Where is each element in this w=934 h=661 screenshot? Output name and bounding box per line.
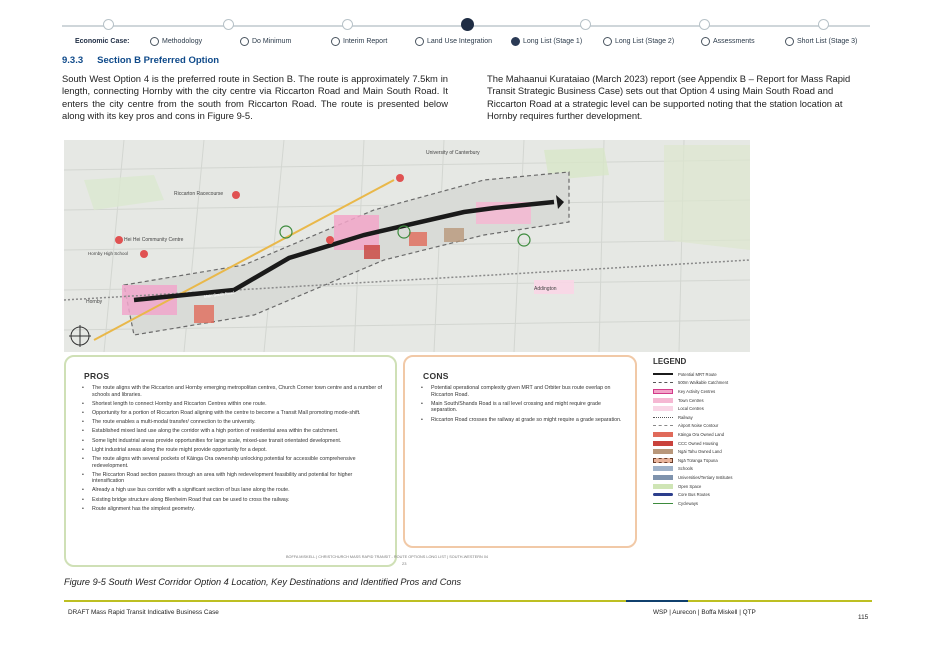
progress-step-dot bbox=[818, 19, 829, 30]
legend-item bbox=[653, 370, 753, 379]
progress-step-dot bbox=[461, 18, 474, 31]
nav-option[interactable] bbox=[415, 37, 492, 46]
bullet-item: • Main South/Shands Road is a rail level crossing and might require grade separation. bbox=[419, 401, 625, 414]
nav-option-label: Long List (Stage 2) bbox=[615, 38, 675, 45]
legend-label: Kāinga Ora Owned Land bbox=[678, 431, 725, 437]
paragraph-left: South West Option 4 is the preferred route in Section B. The route is approximately 7.5km in length, connecting Hornby with the city centre via Riccarton Road and Main South Road. It enters the city centre from the south from Riccarton Road. The route is presented below along with its key pros and cons in Figure 9-5. bbox=[62, 73, 448, 122]
legend-item bbox=[653, 465, 753, 474]
legend-label: Railway bbox=[678, 414, 693, 420]
legend-swatch bbox=[653, 406, 673, 411]
legend-item bbox=[653, 404, 753, 413]
legend-item bbox=[653, 430, 753, 439]
section-title: Section B Preferred Option bbox=[97, 55, 220, 66]
legend-item bbox=[653, 473, 753, 482]
radio-icon bbox=[603, 37, 612, 46]
legend-item bbox=[653, 456, 753, 465]
legend-swatch bbox=[653, 389, 673, 394]
legend-swatch bbox=[653, 449, 673, 454]
page-number: 115 bbox=[858, 614, 869, 621]
legend-item bbox=[653, 396, 753, 405]
legend-swatch bbox=[653, 466, 673, 471]
legend-label: Key Activity Centres bbox=[678, 388, 716, 394]
radio-icon bbox=[785, 37, 794, 46]
radio-icon bbox=[150, 37, 159, 46]
pin-icon bbox=[140, 250, 148, 258]
legend-item bbox=[653, 439, 753, 448]
bullet-item: • The route enables a multi-modal transfer/ connection to the university. bbox=[80, 419, 385, 426]
legend-item bbox=[653, 422, 753, 431]
footer-rule bbox=[64, 600, 872, 602]
nav-option-label: Do Minimum bbox=[252, 38, 292, 45]
nav-option[interactable] bbox=[331, 37, 387, 46]
pros-list bbox=[80, 385, 385, 515]
legend-swatch bbox=[653, 398, 673, 403]
legend-label: Ngāi Tahu Owned Land bbox=[678, 449, 722, 455]
label-road: Main South Road bbox=[203, 289, 235, 299]
legend-label: Town Centres bbox=[678, 397, 704, 403]
legend-label: CCC Owned Housing bbox=[678, 440, 719, 446]
bullet-item: • Already a high use bus corridor with a significant section of bus lane along the route. bbox=[80, 487, 385, 494]
bullet-item: • Shortest length to connect Hornby and Riccarton Centres within one route. bbox=[80, 401, 385, 408]
legend-label: Schools bbox=[678, 466, 693, 472]
legend-swatch bbox=[653, 484, 673, 489]
figure-source-note: BOFFA MISKELL | CHRISTCHURCH MASS RAPID TRANSIT - ROUTE OPTIONS LONG LIST | SOUTH-WESTERN 04 bbox=[286, 555, 489, 559]
radio-icon bbox=[331, 37, 340, 46]
legend-item bbox=[653, 482, 753, 491]
route-map bbox=[64, 140, 750, 352]
figure-caption: Figure 9-5 South West Corridor Option 4 Location, Key Destinations and Identified Pros and Cons bbox=[64, 577, 462, 587]
progress-step-dot bbox=[699, 19, 710, 30]
legend-label: Airport Noise Contour bbox=[678, 423, 719, 429]
cons-title: CONS bbox=[423, 371, 449, 381]
legend-swatch bbox=[653, 417, 673, 418]
pin-icon bbox=[115, 236, 123, 244]
progress-step-dot bbox=[223, 19, 234, 30]
label-racecourse: Riccarton Racecourse bbox=[174, 191, 224, 197]
paragraph-right: The Mahaanui Kurataiao (March 2023) report (see Appendix B – Report for Mass Rapid Transit Strategic Business Case) sets out that Option 4 using Main South Road and Riccarton Road at a strategic level can be supported noting that the station location at Hornby requires further development. bbox=[487, 73, 851, 122]
nav-label: Economic Case: bbox=[75, 38, 130, 45]
nav-option-label: Land Use Integration bbox=[427, 38, 492, 45]
nav-option[interactable] bbox=[785, 37, 857, 46]
nav-option-label: Methodology bbox=[162, 38, 203, 45]
legend-label: Local Centres bbox=[678, 406, 704, 412]
nav-option[interactable] bbox=[603, 37, 674, 46]
legend-item bbox=[653, 499, 753, 508]
legend-label: Ngā Tūranga Tūpuna bbox=[678, 457, 718, 463]
pin-icon bbox=[396, 174, 404, 182]
nav-option-label: Interim Report bbox=[343, 38, 388, 45]
label-high-school: Hornby High School bbox=[88, 251, 129, 256]
progress-step-dot bbox=[342, 19, 353, 30]
cons-panel bbox=[403, 355, 637, 548]
legend-swatch bbox=[653, 373, 673, 375]
bullet-item: • The Riccarton Road section passes through an area with high redevelopment feasibility and potential for higher intensification bbox=[80, 472, 385, 485]
legend-swatch bbox=[653, 493, 673, 496]
radio-icon bbox=[240, 37, 249, 46]
legend-item bbox=[653, 447, 753, 456]
legend-item bbox=[653, 490, 753, 499]
footer-rule-accent bbox=[626, 600, 688, 602]
footer-authors: WSP | Aurecon | Boffa Miskell | QTP bbox=[653, 609, 756, 616]
label-community: Hei Hei Community Centre bbox=[124, 237, 184, 243]
legend-item bbox=[653, 413, 753, 422]
radio-icon bbox=[415, 37, 424, 46]
pros-title: PROS bbox=[84, 371, 110, 381]
label-addington: Addington bbox=[534, 286, 557, 292]
bullet-item: • The route aligns with the Riccarton and Hornby emerging metropolitan centres, Church Corner town centre and a number of schools and libraries. bbox=[80, 385, 385, 398]
cons-list bbox=[419, 385, 625, 426]
footer-document-title: DRAFT Mass Rapid Transit Indicative Business Case bbox=[68, 609, 219, 616]
radio-icon bbox=[701, 37, 710, 46]
nav-option-label: Short List (Stage 3) bbox=[797, 38, 858, 45]
bullet-item: • The route aligns with several pockets of Kāinga Ora ownership unlocking potential for accessible comprehensive redevelopment. bbox=[80, 456, 385, 469]
bullet-item: • Some light industrial areas provide opportunities for large scale, mixed-use transit orientated development. bbox=[80, 438, 385, 445]
legend-label: Potential MRT Route bbox=[678, 371, 717, 377]
progress-step-dot bbox=[580, 19, 591, 30]
legend-item bbox=[653, 387, 753, 396]
legend-title: LEGEND bbox=[653, 357, 687, 366]
legend-swatch bbox=[653, 475, 673, 480]
map-legend bbox=[653, 357, 753, 547]
legend-swatch bbox=[653, 458, 673, 463]
section-number: 9.3.3 bbox=[62, 55, 84, 66]
bullet-item: • Light industrial areas along the route might provide opportunity for a depot. bbox=[80, 447, 385, 454]
progress-step-dot bbox=[103, 19, 114, 30]
pin-icon bbox=[326, 236, 334, 244]
bullet-item: • Potential operational complexity given MRT and Orbiter bus route overlap on Riccarton Road. bbox=[419, 385, 625, 398]
map-graphic bbox=[64, 140, 750, 352]
legend-label: Open Space bbox=[678, 483, 702, 489]
radio-icon bbox=[511, 37, 520, 46]
legend-swatch bbox=[653, 382, 673, 383]
label-hornby: Hornby bbox=[86, 299, 103, 305]
legend-swatch bbox=[653, 425, 673, 426]
park-area bbox=[664, 145, 750, 250]
legend-swatch bbox=[653, 432, 673, 437]
bullet-item: • Riccarton Road crosses the railway at grade so might require a grade separation. bbox=[419, 417, 625, 424]
bullet-item: • Existing bridge structure along Blenheim Road that can be used to cross the railway. bbox=[80, 497, 385, 504]
legend-label: Universities/Tertiary Institutes bbox=[678, 474, 733, 480]
legend-item bbox=[653, 379, 753, 388]
bullet-item: • Route alignment has the simplest geometry. bbox=[80, 506, 385, 513]
nav-option[interactable] bbox=[150, 37, 202, 46]
nav-option[interactable] bbox=[240, 37, 291, 46]
legend-label: 500m Walkable Catchment bbox=[678, 380, 729, 386]
legend-swatch bbox=[653, 503, 673, 504]
pros-panel bbox=[64, 355, 397, 567]
legend-label: Cycleways bbox=[678, 500, 699, 506]
nav-option-label: Long List (Stage 1) bbox=[523, 38, 583, 45]
nav-option-label: Assessments bbox=[713, 38, 755, 45]
pin-icon bbox=[232, 191, 240, 199]
section-heading bbox=[62, 55, 219, 66]
legend-label: Core Bus Routes bbox=[678, 492, 710, 498]
nav-option[interactable] bbox=[701, 37, 755, 46]
nav-option[interactable] bbox=[511, 37, 582, 46]
bullet-item: • Established mixed land use along the corridor with a high portion of residential area within the catchment. bbox=[80, 428, 385, 435]
figure-page-number: 23 bbox=[402, 561, 407, 566]
legend-items bbox=[653, 370, 753, 508]
bullet-item: • Opportunity for a portion of Riccarton Road aligning with the centre to become a Transit Mall promoting mode-shift. bbox=[80, 410, 385, 417]
label-university: University of Canterbury bbox=[426, 150, 480, 156]
legend-swatch bbox=[653, 441, 673, 446]
